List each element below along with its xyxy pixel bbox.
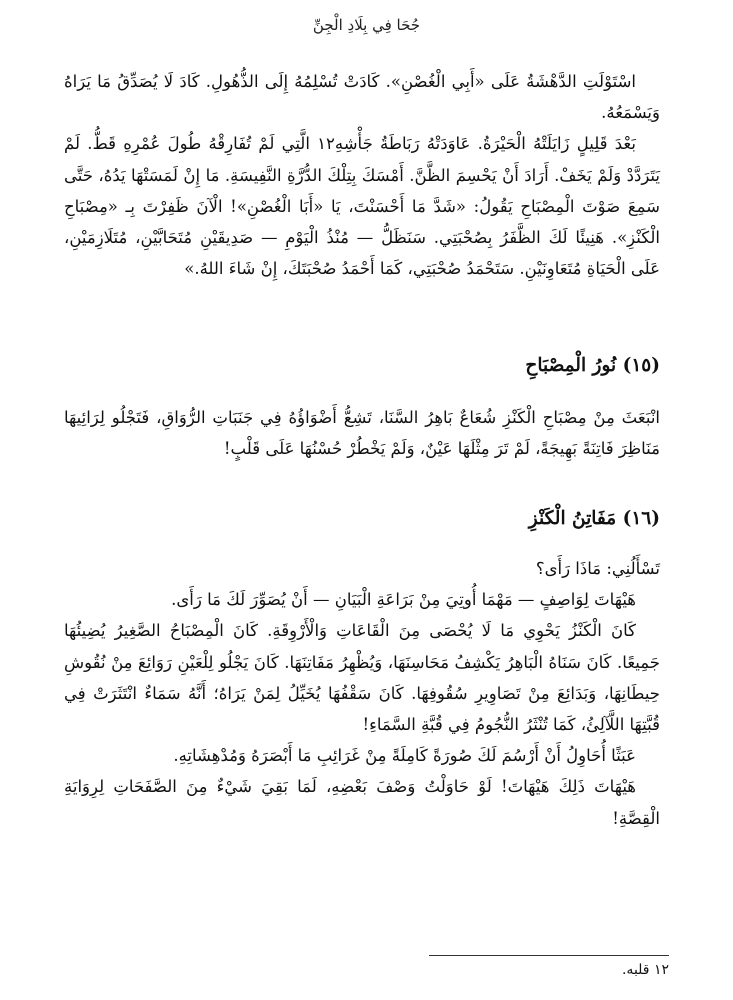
footnote: ١٢ قلبه.	[621, 962, 669, 978]
running-header: جُحَا فِي بِلَادِ الْجِنِّ	[312, 16, 421, 34]
body-text-top	[64, 66, 660, 284]
section-16-body	[64, 553, 660, 834]
paragraph: هَيْهَاتَ لِوَاصِفٍ — مَهْمَا أُوتِيَ مِنْ بَرَاعَةِ الْبَيَانِ — أَنْ يُصَوِّرَ لَكَ مَا رَأَى.	[171, 590, 636, 610]
paragraph: عَبَثًا أُحَاوِلُ أَنْ أَرْسُمَ لَكَ صُورَةً كَامِلَةً مِنْ غَرَائِبِ مَا أَبْصَرَهُ وَمُدْهِشَاتِهِ.	[173, 746, 636, 766]
section-heading-16: (١٦) مَفَاتِنُ الْكَنْزِ	[528, 508, 660, 529]
paragraph: كَانَ الْكَنْزُ يَحْوِي مَا لَا يُحْصَى مِنَ الْقَاعَاتِ وَالْأَرْوِقَةِ. كَانَ الْمِصْبَاحُ الصَّغِيرُ يُضِيئُهَا جَمِيعًا. كَانَ سَنَاهُ الْبَاهِرُ يَكْشِفُ مَحَاسِنَهَا، وَيُظْهِرُ مَفَاتِنَهَا. كَانَ يَجْلُو لِلْعَيْنِ رَوَائِعَ مِنْ نُقُوشِ حِيطَانِهَا، وَبَدَائِعَ مِنْ تَصَاوِيرِ سُقُوفِهَا. كَانَ سَقْفُهَا يُخَيِّلُ لِمَنْ يَرَاهُ؛ أَنَّهُ سَمَاءٌ انْتَثَرَتْ فِي قُبَّتِهَا اللَّآلِئُ، كَمَا تُنْثَرُ النُّجُومُ فِي قُبَّةِ السَّمَاءِ!	[64, 621, 660, 735]
section-heading-15: (١٥) نُورُ الْمِصْبَاحِ	[525, 355, 660, 376]
paragraph: تَسْأَلُنِي: مَاذَا رَأَى؟	[535, 559, 660, 578]
paragraph: انْبَعَثَ مِنْ مِصْبَاحِ الْكَنْزِ شُعَاعٌ بَاهِرُ السَّنَا، تَشِعُّ أَضْوَاؤُهُ فِي جَنَبَاتِ الرُّوَاقِ، فَتَجْلُو لِرَائِيهَا مَنَاظِرَ فَاتِنَةً بَهِيجَةً، لَمْ تَرَ مِثْلَهَا عَيْنٌ، وَلَمْ يَخْطُرْ حُسْنُهَا عَلَى قَلْبٍ!	[64, 408, 660, 459]
paragraph: بَعْدَ قَلِيلٍ زَايَلَتْهُ الْحَيْرَةُ. عَاوَدَتْهُ رَبَاطَةُ جَأْشِهِ١٢ الَّتِي لَمْ تُفَارِقْهُ طُولَ عُمْرِهِ قَطُّ. لَمْ يَتَرَدَّدْ وَلَمْ يَخَفْ. أَرَادَ أَنْ يَحْسِمَ الظَّنَّ. أَمْسَكَ بِتِلْكَ الدُّرَّةِ النَّفِيسَةِ. مَا إِنْ لَمَسَتْهَا يَدُهُ، حَتَّى سَمِعَ صَوْتَ الْمِصْبَاحِ يَقُولُ: «شَدَّ مَا أَحْسَنْتَ، يَا «أَبَا الْغُصْنِ»! الْآنَ ظَفِرْتَ بِـ «مِصْبَاحِ الْكَنْزِ». هَنِيئًا لَكَ الظَّفَرُ بِصُحْبَتِي. سَنَظَلُّ — مُنْذُ الْيَوْمِ — صَدِيقَيْنِ مُتَحَابَّيْنِ، مُتَلَازِمَيْنِ، عَلَى الْحَيَاةِ مُتَعَاوِنَيْنِ. سَتَحْمَدُ صُحْبَتِي، كَمَا أَحْمَدُ صُحْبَتَكَ، إِنْ شَاءَ اللهُ.»	[64, 134, 660, 279]
section-15-body	[64, 402, 660, 464]
footnote-divider	[429, 955, 669, 956]
paragraph: اسْتَوْلَتِ الدَّهْشَةُ عَلَى «أَبِي الْغُصْنِ». كَادَتْ تُسْلِمُهُ إِلَى الذُّهُولِ. كَادَ لَا يُصَدِّقُ مَا يَرَاهُ وَيَسْمَعُهُ.	[64, 72, 660, 123]
paragraph: هَيْهَاتَ ذَلِكَ هَيْهَاتَ! لَوْ حَاوَلْتُ وَصْفَ بَعْضِهِ، لَمَا بَقِيَ شَيْءٌ مِنَ الصَّفَحَاتِ لِرِوَايَةِ الْقِصَّةِ!	[64, 777, 660, 828]
